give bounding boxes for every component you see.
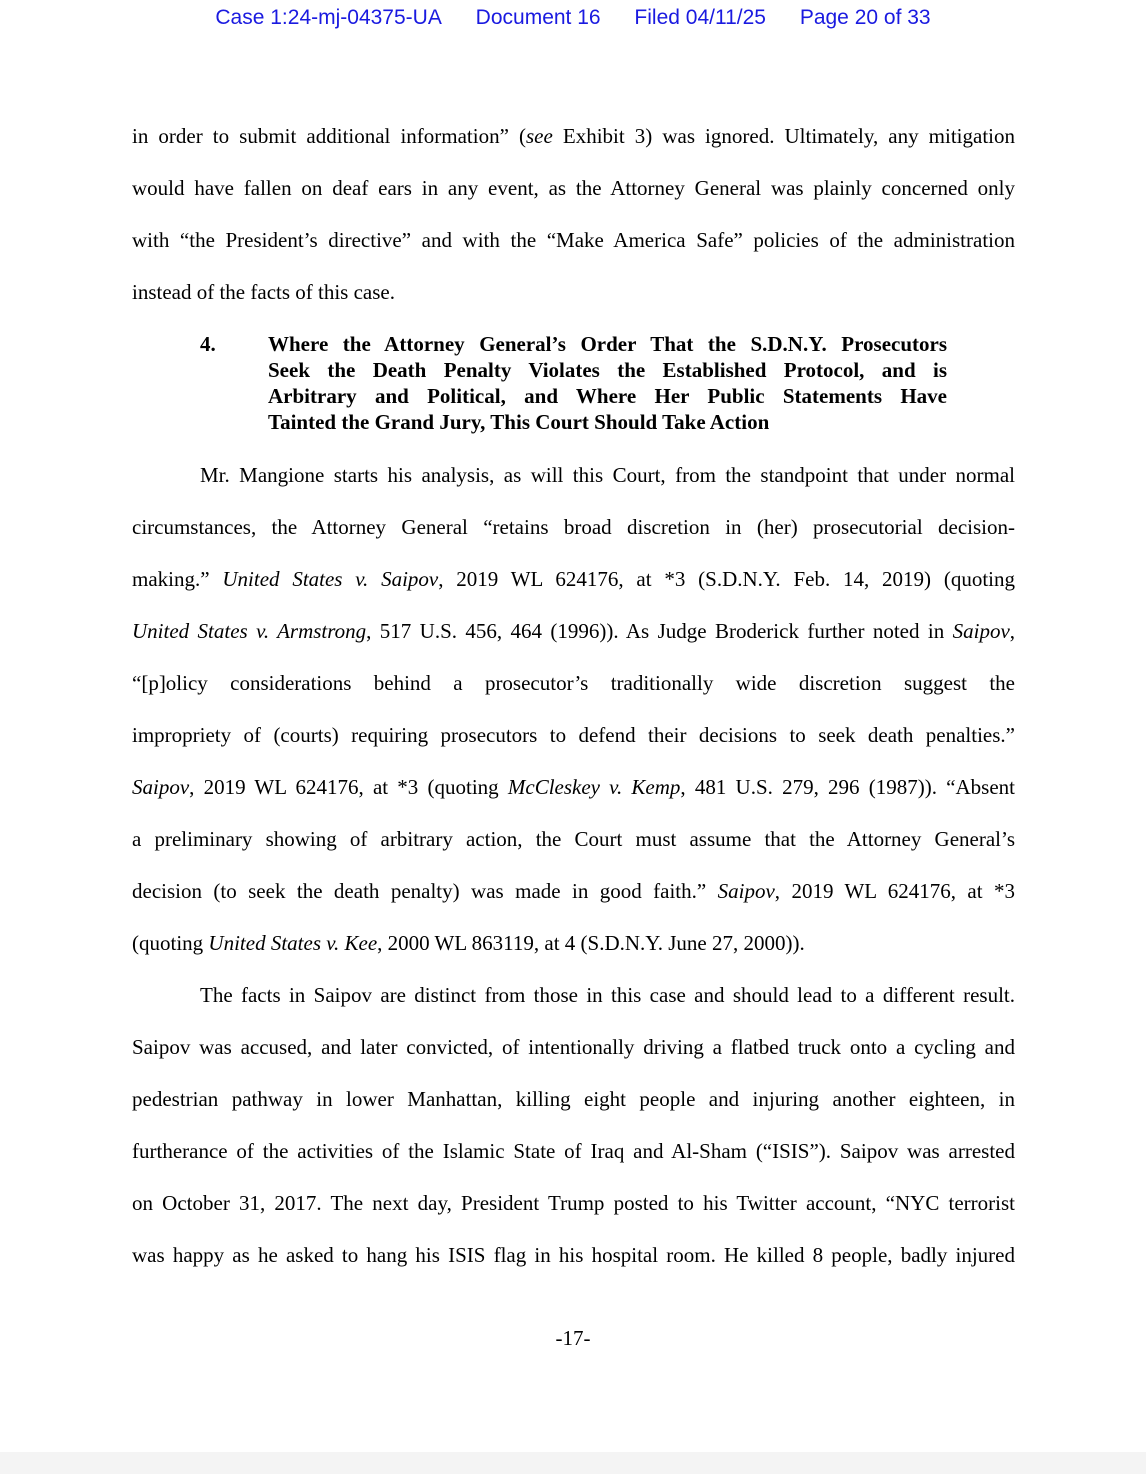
body-line: would have fallen on deaf ears in any event, as the Attorney General was plainly concerned only <box>132 176 1015 200</box>
section-number: 4. <box>200 332 216 356</box>
document-number: Document 16 <box>475 6 601 29</box>
page-count: Page 20 of 33 <box>799 6 931 29</box>
document-header <box>0 6 1146 30</box>
body-line: United States v. Armstrong, 517 U.S. 456, 464 (1996)). As Judge Broderick further noted in Saipov, <box>132 619 1016 643</box>
body-line: was happy as he asked to hang his ISIS flag in his hospital room. He killed 8 people, badly injured <box>132 1243 1015 1267</box>
body-line: on October 31, 2017. The next day, President Trump posted to his Twitter account, “NYC terrorist <box>132 1191 1015 1215</box>
body-line: impropriety of (courts) requiring prosecutors to defend their decisions to seek death penalties.” <box>132 723 1015 747</box>
page-bottom-edge <box>0 1452 1146 1474</box>
section-heading-line: Seek the Death Penalty Violates the Established Protocol, and is <box>268 358 947 382</box>
section-heading-line: Arbitrary and Political, and Where Her Public Statements Have <box>268 384 947 408</box>
body-line: “[p]olicy considerations behind a prosecutor’s traditionally wide discretion suggest the <box>132 671 1015 695</box>
body-line: Mr. Mangione starts his analysis, as will this Court, from the standpoint that under normal <box>200 463 1015 487</box>
section-heading-line: Tainted the Grand Jury, This Court Should Take Action <box>268 410 770 434</box>
body-line: Saipov was accused, and later convicted, of intentionally driving a flatbed truck onto a cycling and <box>132 1035 1015 1059</box>
section-heading-line: Where the Attorney General’s Order That the S.D.N.Y. Prosecutors <box>268 332 947 356</box>
body-line: in order to submit additional information” (see Exhibit 3) was ignored. Ultimately, any mitigation <box>132 124 1015 148</box>
body-line: circumstances, the Attorney General “retains broad discretion in (her) prosecutorial decision- <box>132 515 1015 539</box>
body-line: The facts in Saipov are distinct from those in this case and should lead to a different result. <box>200 983 1015 1007</box>
body-line: (quoting United States v. Kee, 2000 WL 863119, at 4 (S.D.N.Y. June 27, 2000)). <box>132 931 805 955</box>
body-line: pedestrian pathway in lower Manhattan, killing eight people and injuring another eighteen, in <box>132 1087 1015 1111</box>
case-number: Case 1:24-mj-04375-UA <box>215 6 442 29</box>
body-line: furtherance of the activities of the Islamic State of Iraq and Al-Sham (“ISIS”). Saipov was arrested <box>132 1139 1015 1163</box>
filed-date: Filed 04/11/25 <box>634 6 766 29</box>
body-line: decision (to seek the death penalty) was made in good faith.” Saipov, 2019 WL 624176, at *3 <box>132 879 1015 903</box>
body-line: Saipov, 2019 WL 624176, at *3 (quoting McCleskey v. Kemp, 481 U.S. 279, 296 (1987)). “Absent <box>132 775 1016 799</box>
page-number: -17- <box>555 1326 591 1350</box>
body-line: making.” United States v. Saipov, 2019 WL 624176, at *3 (S.D.N.Y. Feb. 14, 2019) (quoting <box>132 567 1015 591</box>
body-line: a preliminary showing of arbitrary action, the Court must assume that the Attorney General’s <box>132 827 1015 851</box>
body-line: with “the President’s directive” and with the “Make America Safe” policies of the administration <box>132 228 1015 252</box>
body-line: instead of the facts of this case. <box>132 280 395 304</box>
